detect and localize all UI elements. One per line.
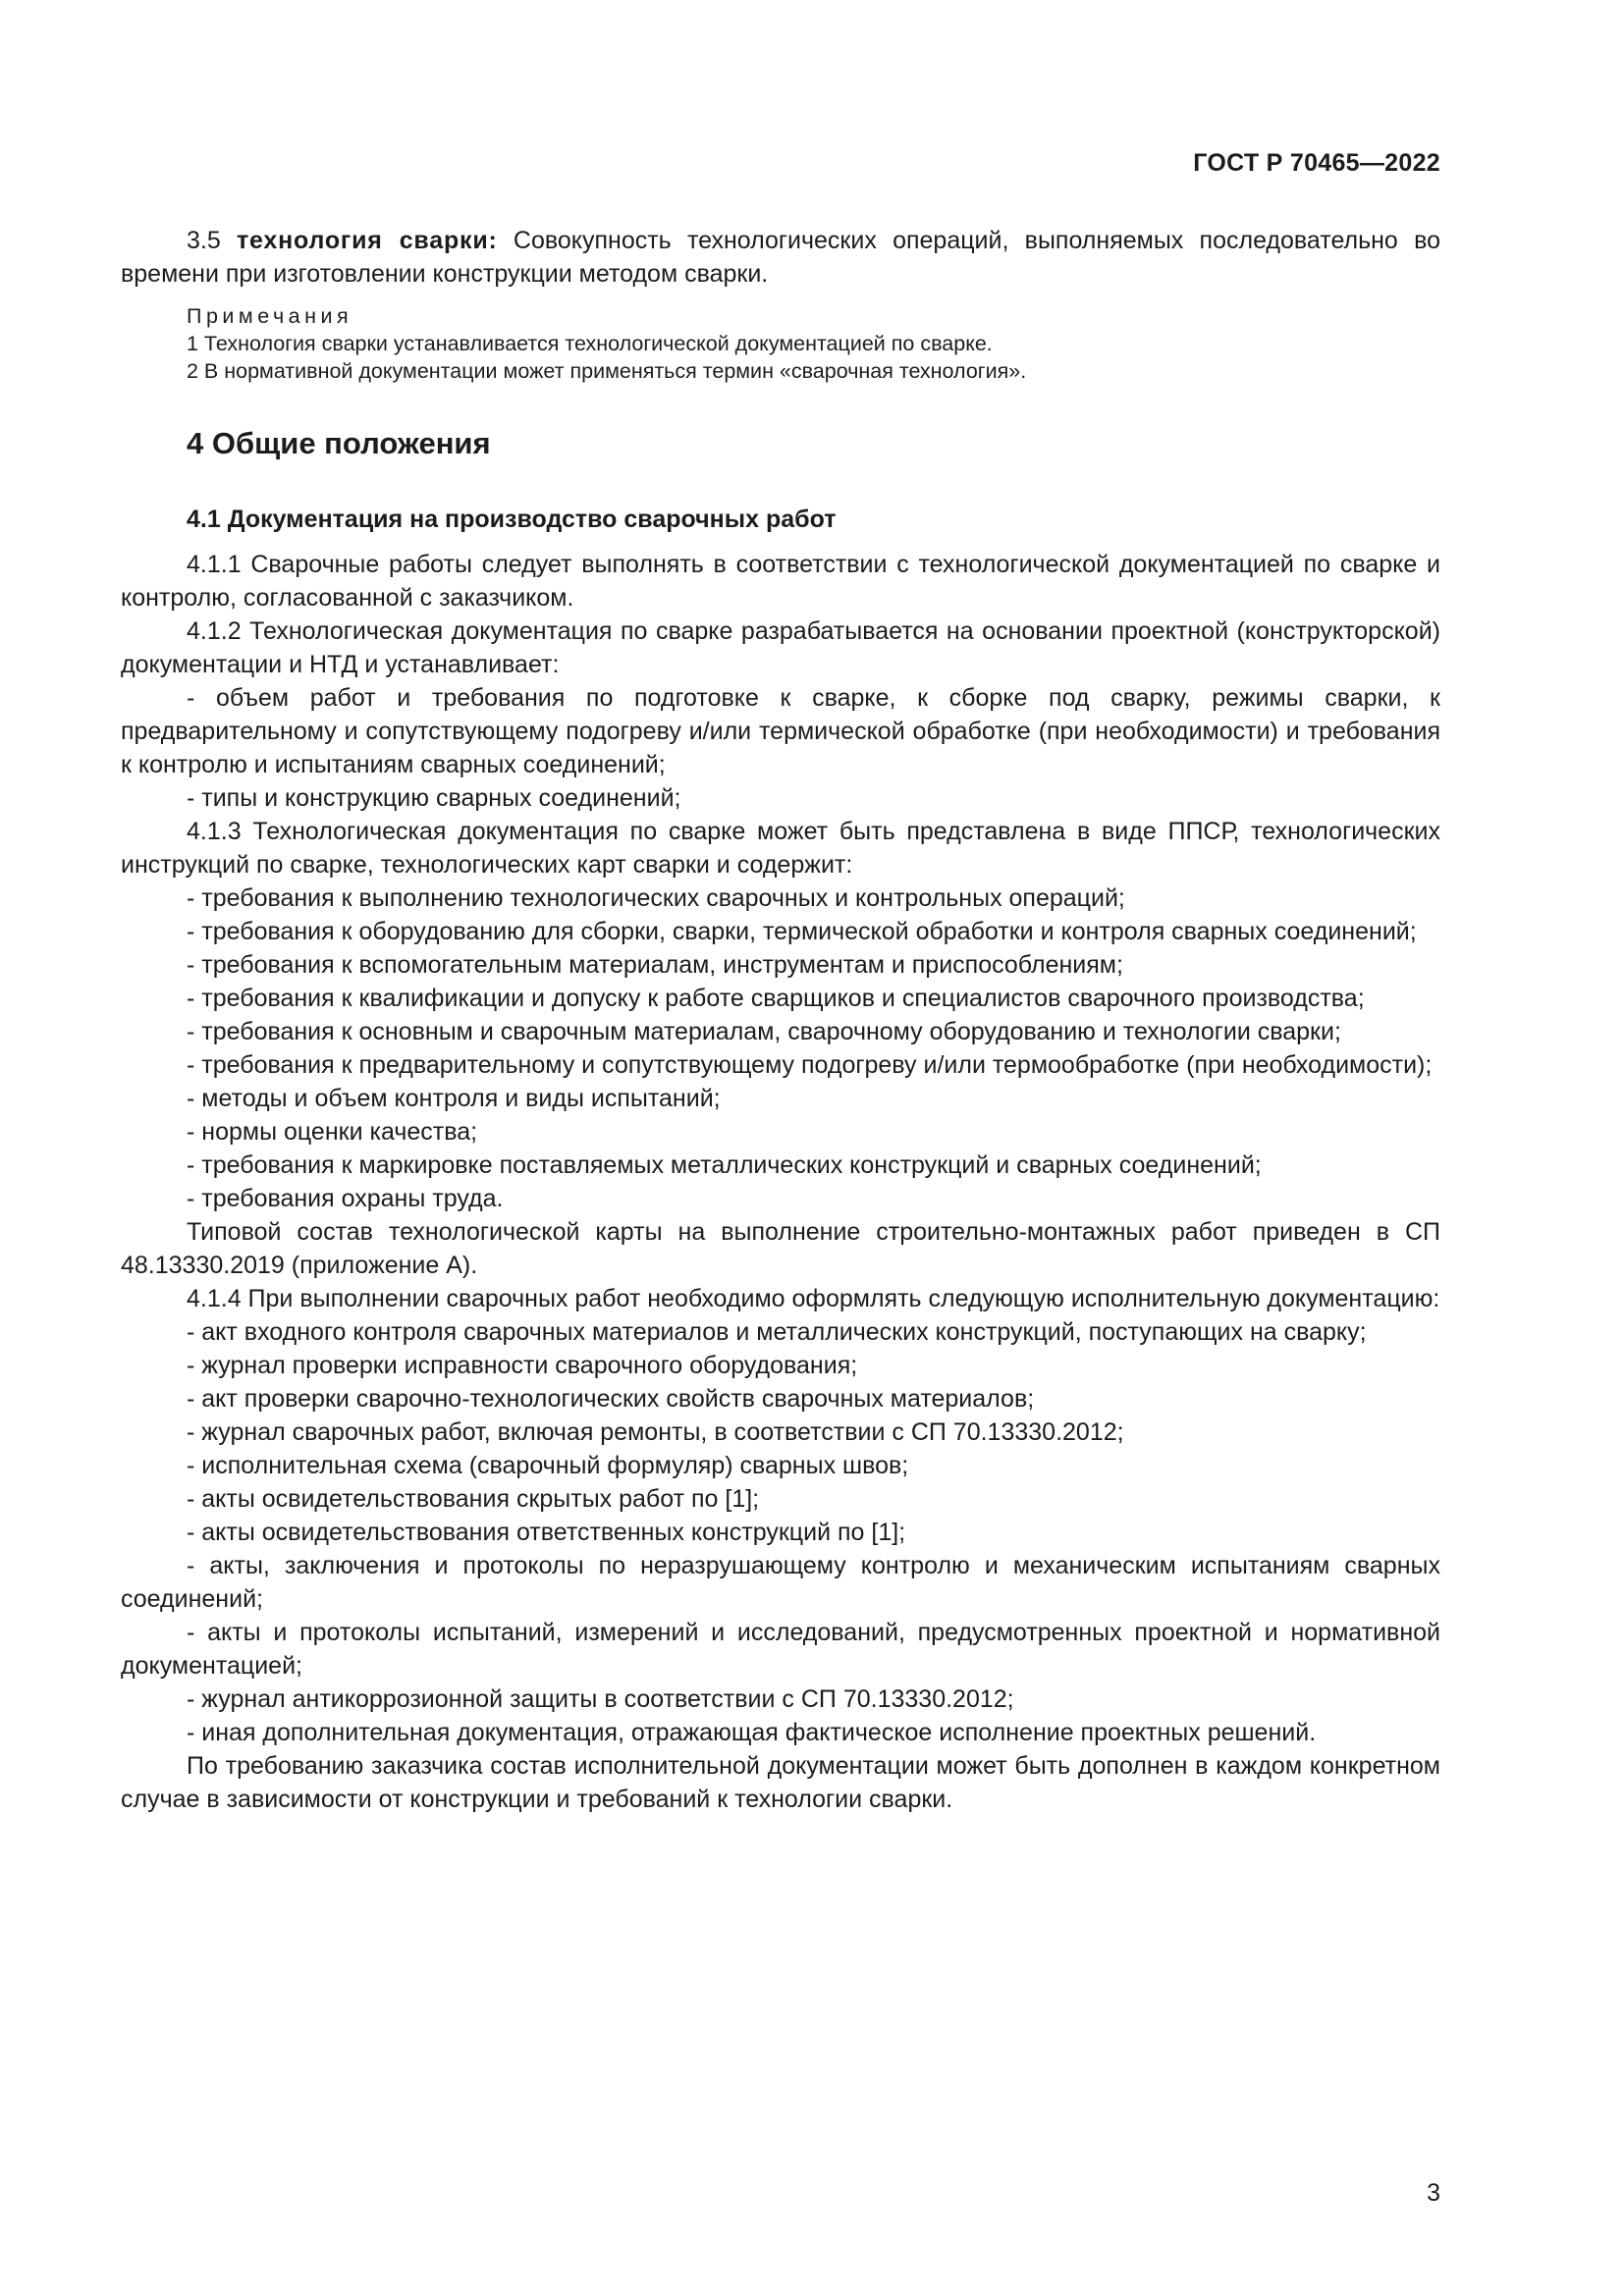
paragraph: 4.1.1 Сварочные работы следует выполнять в соответствии с технологической документацией по сварке и контролю, согласованной с заказчиком.	[121, 551, 1440, 612]
list-item: - требования к квалификации и допуску к работе сварщиков и специалистов сварочного производства;	[187, 985, 1365, 1012]
list-item: - нормы оценки качества;	[187, 1118, 478, 1146]
notes-title: Примечания	[187, 304, 353, 328]
list-item: - акты и протоколы испытаний, измерений и исследований, предусмотренных проектной и нормативной документацией;	[121, 1619, 1440, 1680]
list-item: - исполнительная схема (сварочный формуляр) сварных швов;	[187, 1452, 909, 1479]
list-item: - объем работ и требования по подготовке к сварке, к сборке под сварку, режимы сварки, к предварительному и сопутствующему подогреву и/или термической обработке (при необходимости) и требования к контролю и испытаниям сварных соединений;	[121, 684, 1440, 778]
list-item: - журнал проверки исправности сварочного оборудования;	[187, 1352, 858, 1379]
list-item: - требования к маркировке поставляемых металлических конструкций и сварных соединений;	[187, 1151, 1262, 1179]
paragraph: Типовой состав технологической карты на выполнение строительно-монтажных работ приведен в СП 48.13330.2019 (приложение А).	[121, 1218, 1440, 1279]
subsection-heading: 4.1 Документация на производство сварочных работ	[187, 506, 837, 533]
list-item: - требования к оборудованию для сборки, сварки, термической обработки и контроля сварных соединений;	[187, 918, 1417, 945]
list-item: - требования к предварительному и сопутствующему подогреву и/или термообработке (при необходимости);	[187, 1051, 1433, 1079]
paragraph: По требованию заказчика состав исполнительной документации может быть дополнен в каждом конкретном случае в зависимости от конструкции и требований к технологии сварки.	[121, 1752, 1440, 1813]
list-item: - иная дополнительная документация, отражающая фактическое исполнение проектных решений.	[187, 1719, 1317, 1746]
term: технология сварки:	[237, 227, 498, 254]
list-item: - акт входного контроля сварочных материалов и металлических конструкций, поступающих на сварку;	[187, 1318, 1367, 1346]
paragraph: 4.1.2 Технологическая документация по сварке разрабатывается на основании проектной (конструкторской) документации и НТД и устанавливает:	[121, 617, 1440, 678]
paragraph: 4.1.3 Технологическая документация по сварке может быть представлена в виде ППСР, технологических инструкций по сварке, технологических карт сварки и содержит:	[121, 818, 1440, 879]
page-content	[121, 224, 1440, 1816]
list-item: - требования к вспомогательным материалам, инструментам и приспособлениям;	[187, 951, 1123, 979]
clause-3-5	[121, 224, 1440, 291]
list-item: - типы и конструкцию сварных соединений;	[187, 784, 681, 812]
list-item: - требования к основным и сварочным материалам, сварочному оборудованию и технологии сварки;	[187, 1018, 1341, 1045]
note-item: 1 Технология сварки устанавливается технологической документацией по сварке.	[187, 332, 993, 355]
list-item: - акты освидетельствования ответственных конструкций по [1];	[187, 1519, 906, 1546]
document-header: ГОСТ Р 70465—2022	[1193, 149, 1440, 177]
list-item: - методы и объем контроля и виды испытаний;	[187, 1085, 721, 1112]
paragraph: 4.1.4 При выполнении сварочных работ необходимо оформлять следующую исполнительную документацию:	[187, 1285, 1440, 1312]
clause-number: 3.5	[187, 227, 221, 254]
list-item: - требования охраны труда.	[187, 1185, 504, 1212]
list-item: - требования к выполнению технологических сварочных и контрольных операций;	[187, 884, 1125, 912]
list-item: - акт проверки сварочно-технологических свойств сварочных материалов;	[187, 1385, 1035, 1413]
list-item: - акты освидетельствования скрытых работ по [1];	[187, 1485, 760, 1513]
term-definition: Совокупность технологических операций, выполняемых последовательно во времени при изготовлении конструкции методом сварки.	[121, 227, 1440, 288]
note-item: 2 В нормативной документации может применяться термин «сварочная технология».	[187, 359, 1027, 383]
list-item: - журнал антикоррозионной защиты в соответствии с СП 70.13330.2012;	[187, 1685, 1014, 1713]
section-heading: 4 Общие положения	[187, 426, 491, 460]
list-item: - журнал сварочных работ, включая ремонты, в соответствии с СП 70.13330.2012;	[187, 1418, 1124, 1446]
page-number: 3	[1427, 2179, 1440, 2207]
notes-block	[121, 302, 1440, 385]
list-item: - акты, заключения и протоколы по неразрушающему контролю и механическим испытаниям сварных соединений;	[121, 1552, 1440, 1613]
